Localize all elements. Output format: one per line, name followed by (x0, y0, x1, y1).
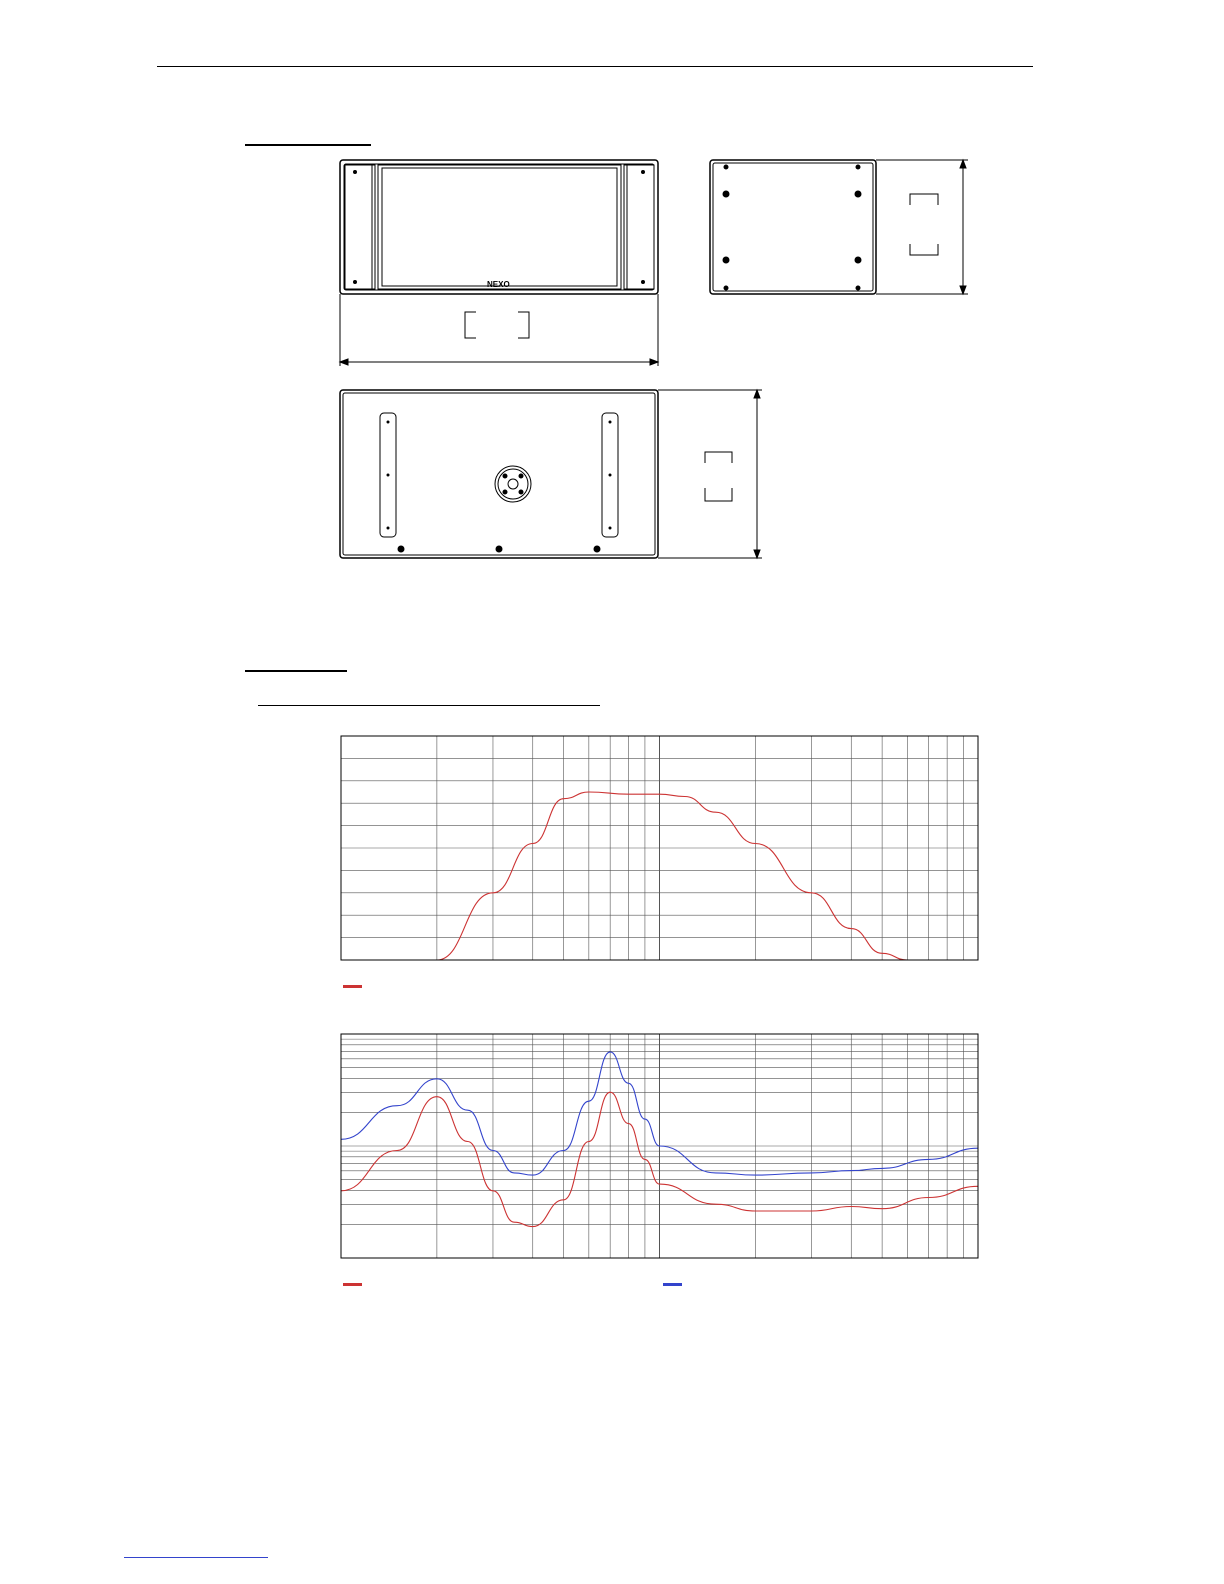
brand-logo: NEXO (487, 280, 510, 289)
impedance-legend-swatch-a (343, 1283, 362, 1286)
footer-link-underline[interactable] (124, 1557, 268, 1558)
impedance-legend-swatch-b (663, 1283, 682, 1286)
